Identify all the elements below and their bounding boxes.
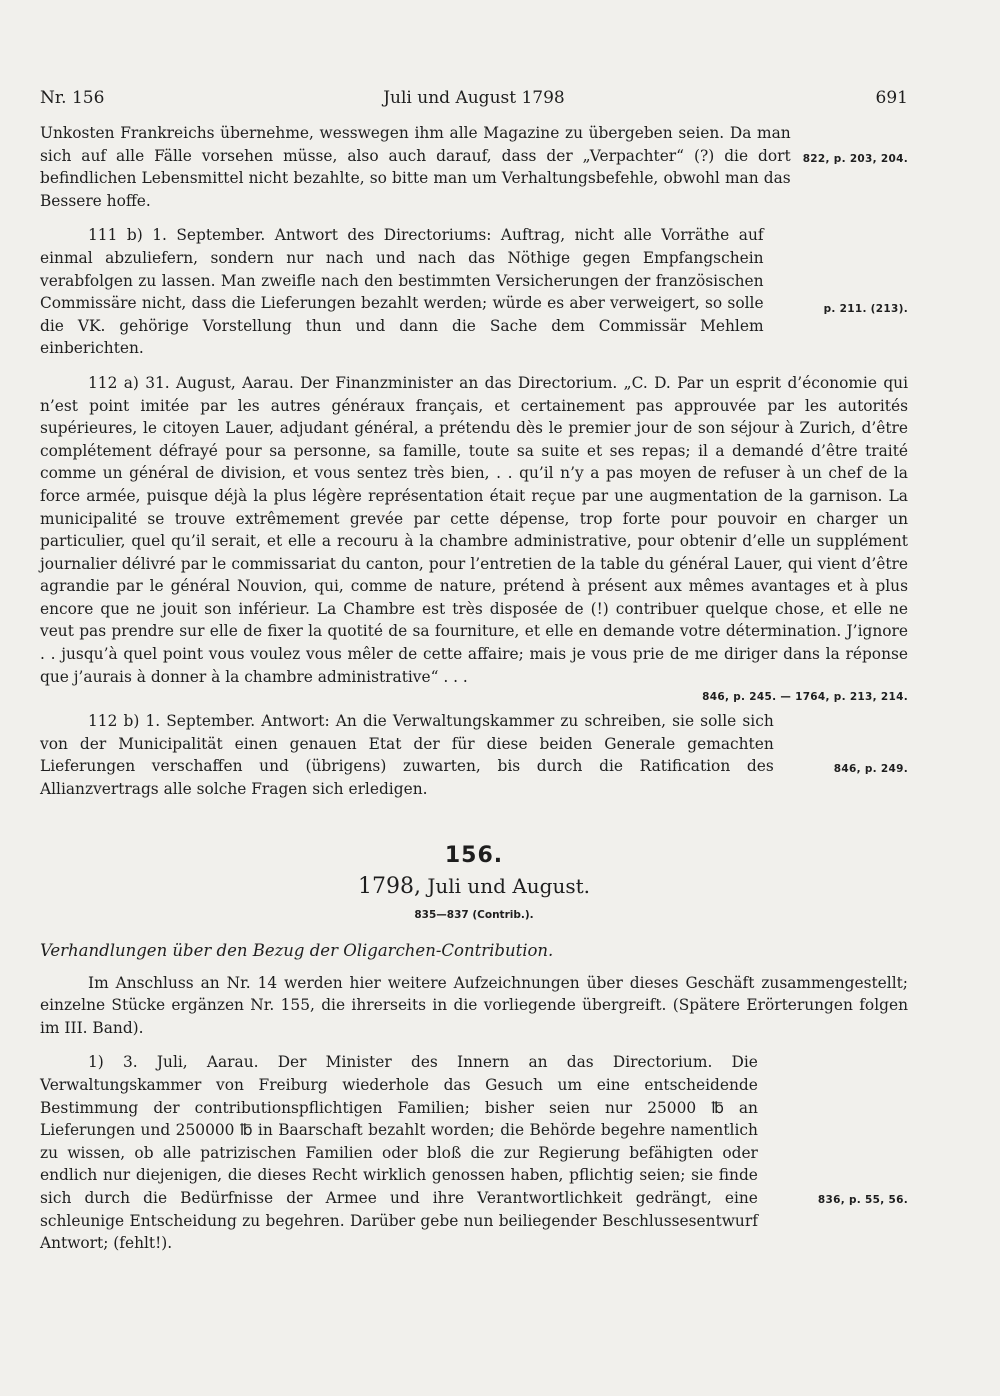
running-title: Juli und August 1798 bbox=[383, 88, 565, 108]
section-number: 156. bbox=[444, 842, 504, 868]
paragraph-text: 112 b) 1. September. Antwort: An die Verwaltungskammer zu schreiben, sie solle sich von der Municipalität einen genauen Etat der für diese beiden Generale gemachten Lieferungen verschaffen und (übrigens) zuwarten, bis durch die Ratification des Allianzvertrags alle solche Fragen sich erledigen. bbox=[40, 712, 774, 799]
archive-reference: p. 211. (213). bbox=[823, 303, 908, 316]
paragraph-text: 111 b) 1. September. Antwort des Directoriums: Auftrag, nicht alle Vorräthe auf einmal abzuliefern, sondern nur nach und nach das Nöthige gegen Empfangschein verabfolgen zu lassen. Man zweifle nach den bestimmten Versicherungen der französischen Commissäre nicht, dass die Lieferungen bezahlt werden; würde es aber verweigert, so solle die VK. gehörige Vorstellung thun und dann die Sache dem Commissär Mehlem einberichten. bbox=[40, 226, 764, 358]
paragraph-intro bbox=[40, 972, 908, 1040]
archive-reference: 822, p. 203, 204. bbox=[802, 153, 908, 165]
paragraph-1 bbox=[40, 1051, 908, 1254]
paragraph-text: Im Anschluss an Nr. 14 werden hier weitere Aufzeichnungen über dieses Geschäft zusammengestellt; einzelne Stücke ergänzen Nr. 155, die ihrerseits in die vorliegende übergreift. (Spätere Erörterungen folgen im III. Band). bbox=[40, 973, 908, 1037]
archive-reference: 846, p. 245. — 1764, p. 213, 214. bbox=[702, 691, 908, 704]
paragraph-112a bbox=[40, 372, 908, 688]
paragraph-text: 112 a) 31. August, Aarau. Der Finanzminister an das Directorium. „C. D. Par un esprit d’économie qui n’est point imitée par les autres généraux français, et certainement pas approuvée par les autorités supérieures, le citoyen Lauer, adjudant général, a prétendu dès le premier jour de son séjour à Zurich, d’être complétement défrayé pour sa personne, sa famille, toute sa suite et ses repas; il a demandé d’être traité comme un général de division, et vous sentez très bien, . . qu’il n’y a pas moyen de refuser à un chef de la force armée, puisque déjà la plus légère représentation était reçue par une augmentation de la garnison. La municipalité se trouve extrêmement grevée par cette dépense, trop forte pour pouvoir en charger un particulier, quel qu’il serait, et elle a recouru à la chambre administrative, pour obtenir d’elle un supplément journalier délivré par le commissariat du canton, pour l’entretien de la table du général Lauer, qui vient d’être agrandie par le général Nouvion, qui, comme de nature, prétend à présent aux mêmes avantages et à plus encore que ne jouit son inférieur. La Chambre est très disposée de (!) contribuer quelque chose, et elle ne veut pas prendre sur elle de fixer la quotité de sa fourniture, et elle en demande votre détermination. J’ignore . . jusqu’à quel point vous voulez vous mêler de cette affaire; mais je vous prie de me diriger dans la réponse que j’aurais à donner à la chambre administrative“ . . . bbox=[40, 373, 908, 686]
chapter-number: Nr. 156 bbox=[40, 88, 105, 108]
section-date bbox=[40, 874, 908, 899]
section-title: Verhandlungen über den Bezug der Oligarchen-Contribution. bbox=[40, 940, 554, 960]
page-body bbox=[40, 122, 908, 1255]
page-number: 691 bbox=[875, 88, 908, 108]
paragraph-112b bbox=[40, 710, 908, 800]
section-codes: 835—837 (Contrib.). bbox=[414, 908, 534, 921]
paragraph-continued bbox=[40, 122, 908, 212]
paragraph-text: 1) 3. Juli, Aarau. Der Minister des Innern an das Directorium. Die Verwaltungskammer von Freiburg wiederhole das Gesuch um eine entscheidende Bestimmung der contributionspflichtigen Familien; bisher seien nur 25000 ℔ an Lieferungen und 250000 ℔ in Baarschaft bezahlt worden; die Behörde begehre namentlich zu wissen, ob alle patrizischen Familien oder bloß die zur Regierung befähigten oder endlich nur diejenigen, die dieses Recht wirklich genossen haben, pflichtig seien; sie finde sich durch die Bedürfnisse der Armee und ihre Verantwortlichkeit gedrängt, eine schleunige Entscheidung zu begehren. Darüber gebe nun beiliegender Beschlussesentwurf Antwort; (fehlt!). bbox=[40, 1053, 758, 1253]
running-header bbox=[40, 88, 908, 108]
section-year: 1798, bbox=[358, 873, 421, 899]
paragraph-111b bbox=[40, 224, 908, 360]
archive-reference: 836, p. 55, 56. bbox=[817, 1194, 908, 1207]
section-period: Juli und August. bbox=[427, 873, 590, 898]
paragraph-text: Unkosten Frankreichs übernehme, wesswegen ihm alle Magazine zu übergeben seien. Da man sich auf alle Fälle vorsehen müsse, also auch darauf, dass der „Verpachter“ (?) die dort befindlichen Lebensmittel nicht bezahlte, so bitte man um Verhaltungsbefehle, obwohl man das Bessere hoffe. bbox=[40, 124, 791, 210]
archive-reference: 846, p. 249. bbox=[833, 763, 908, 776]
